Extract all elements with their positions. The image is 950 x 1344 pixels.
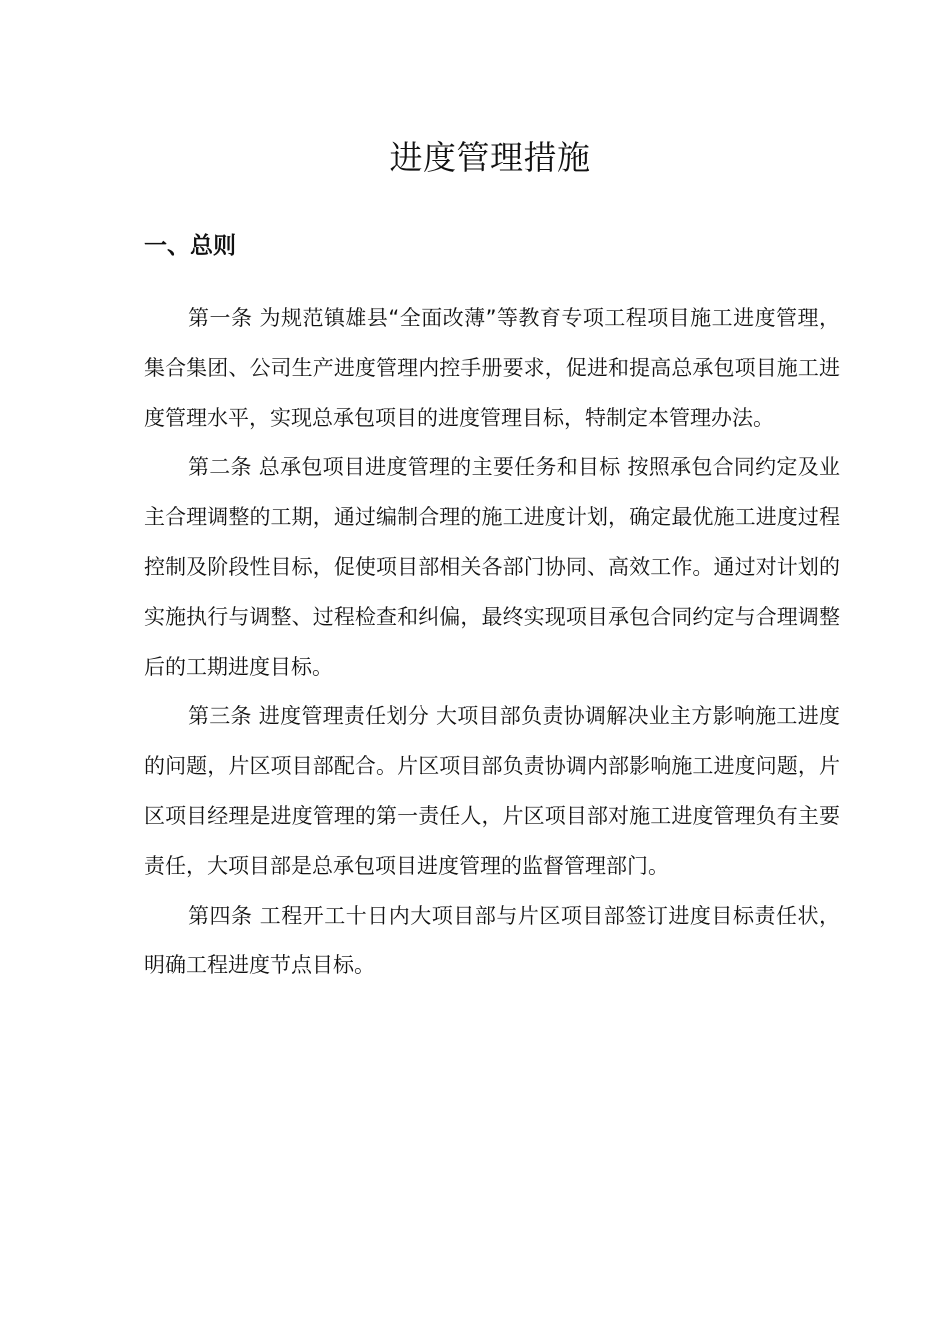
article-paragraph-4: 第四条 工程开工十日内大项目部与片区项目部签订进度目标责任状，明确工程进度节点目标。 [144,903,840,978]
document-title: 进度管理措施 [389,138,591,177]
article-paragraph-2: 第二条 总承包项目进度管理的主要任务和目标 按照承包合同约定及业主合理调整的工期，通过编制合理的施工进度计划，确定最优施工进度过程控制及阶段性目标，促使项目部相关各部门协同、高效工作。通过对计划的实施执行与调整、过程检查和纠偏，最终实现项目承包合同约定与合理调整后的工期进度目标。 [144,455,840,679]
article-paragraph-3: 第三条 进度管理责任划分 大项目部负责协调解决业主方影响施工进度的问题，片区项目部配合。片区项目部负责协调内部影响施工进度问题，片区项目经理是进度管理的第一责任人，片区项目部对施工进度管理负有主要责任，大项目部是总承包项目进度管理的监督管理部门。 [144,704,840,878]
document-body [144,294,840,991]
article-paragraph-1: 第一条 为规范镇雄县“全面改薄”等教育专项工程项目施工进度管理，集合集团、公司生产进度管理内控手册要求，促进和提高总承包项目施工进度管理水平，实现总承包项目的进度管理目标，特制定本管理办法。 [144,306,840,430]
section-heading: 一、总则 [144,233,236,259]
